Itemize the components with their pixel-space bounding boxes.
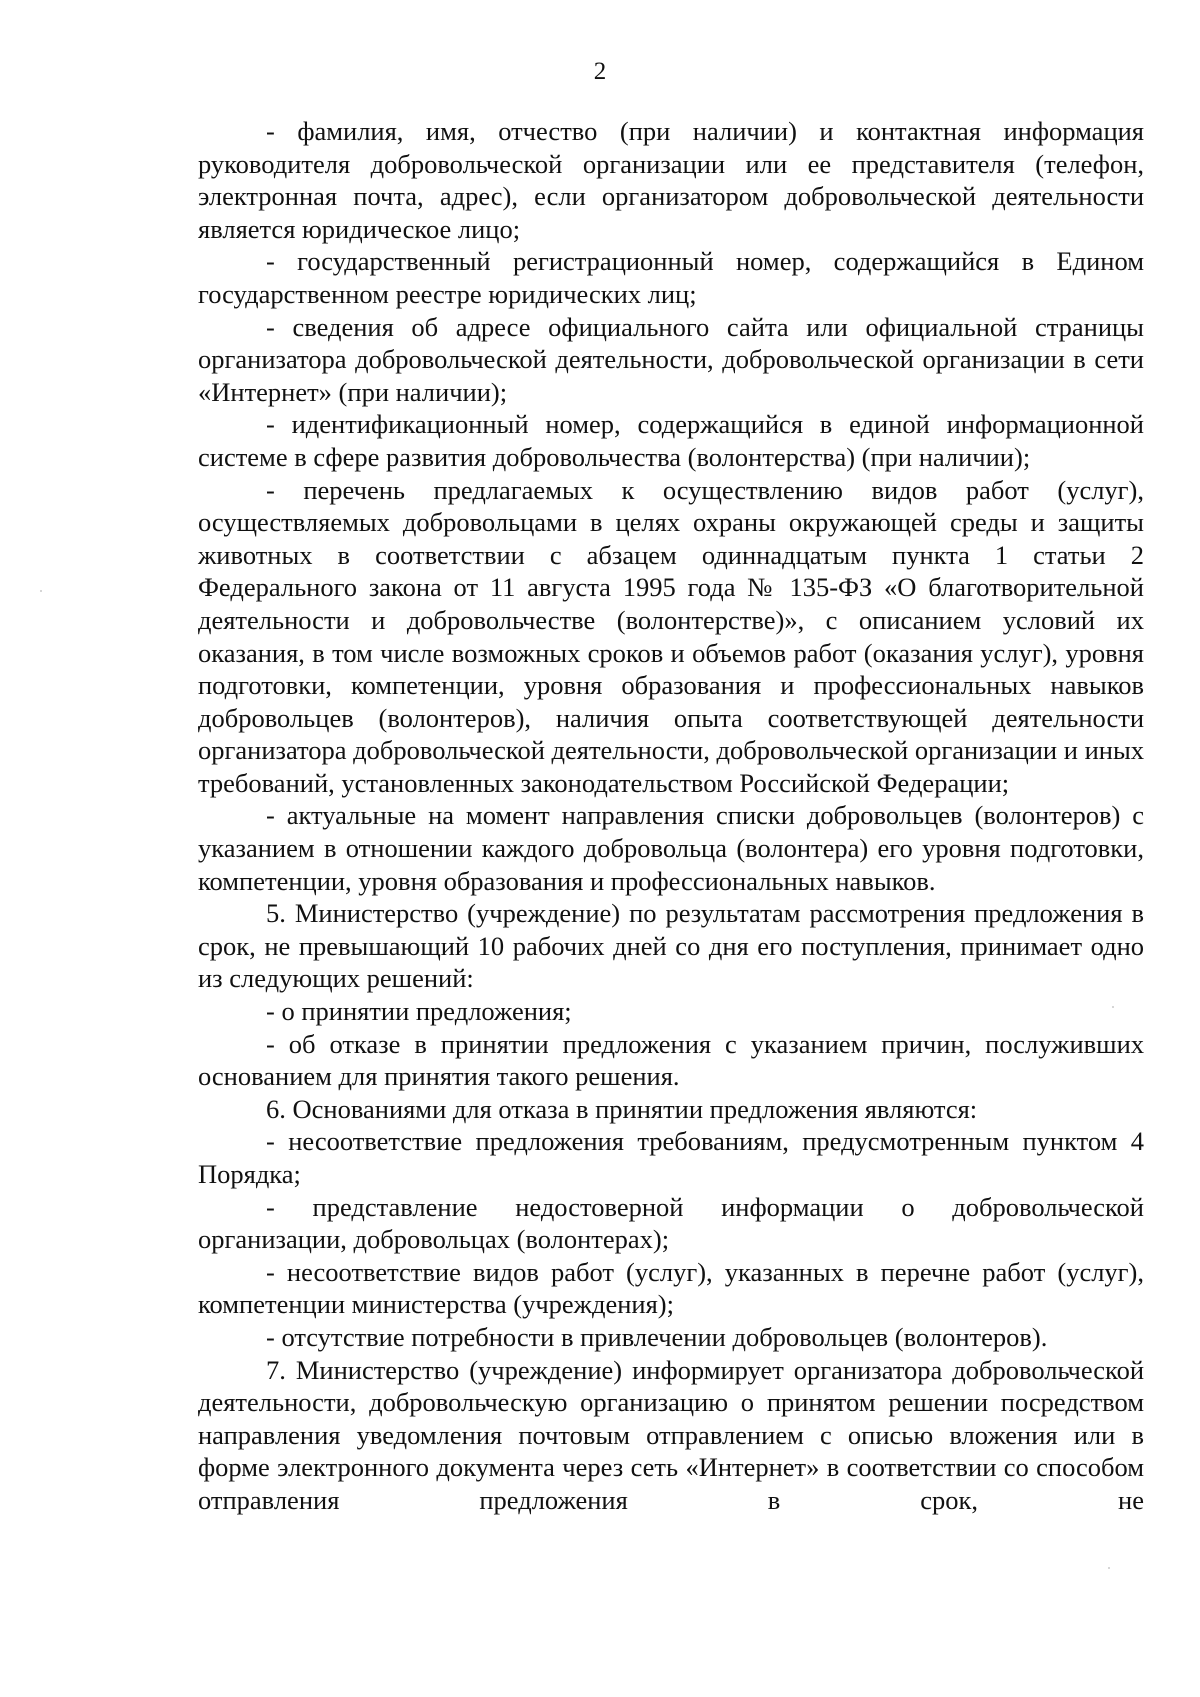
paragraph-head-contact-info: - фамилия, имя, отчество (при наличии) и контактная информация руководителя добровольческой организации или ее представителя (телефон, электронная почта, адрес), если организатором добровольческой деятельности является юридическое лицо;	[198, 116, 1144, 244]
scan-speck	[1108, 1567, 1110, 1569]
paragraph-registration-number: - государственный регистрационный номер, содержащийся в Едином государственном реестре юридических лиц;	[198, 246, 1144, 309]
paragraph-ground-false-info: - представление недостоверной информации о добровольческой организации, добровольцах (волонтерах);	[198, 1191, 1144, 1255]
scan-speck	[40, 590, 42, 592]
scan-speck	[1112, 1006, 1114, 1008]
paragraph-list-of-works: - перечень предлагаемых к осуществлению видов работ (услуг), осуществляемых добровольцами в целях охраны окружающей среды и защиты животных в соответствии с абзацем одиннадцатым пункта 1 статьи 2 Федерального закона от 11 августа 1995 года № 135-ФЗ «О благотворительной деятельности и добровольчестве (волонтерстве)», с описанием условий их оказания, в том числе возможных сроков и объемов работ (оказания услуг), уровня подготовки, компетенции, уровня образования и профессиональных навыков добровольцев (волонтеров), наличия опыта соответствующей деятельности организатора добровольческой деятельности, добровольческой организации и иных требований, установленных законодательством Российской Федерации;	[198, 474, 1144, 798]
paragraph-item-7: 7. Министерство (учреждение) информирует организатора добровольческой деятельности, добровольческую организацию о принятом решении посредством направления уведомления почтовым отправлением с описью вложения или в форме электронного документа через сеть «Интернет» в соответствии со способом отправления предложения в срок, не	[198, 1354, 1144, 1515]
paragraph-ground-no-need: - отсутствие потребности в привлечении добровольцев (волонтеров).	[266, 1321, 1048, 1352]
paragraph-item-5: 5. Министерство (учреждение) по результатам рассмотрения предложения в срок, не превышающий 10 рабочих дней со дня его поступления, принимает одно из следующих решений:	[198, 898, 1144, 994]
paragraph-decision-refuse: - об отказе в принятии предложения с указанием причин, послуживших основанием для принятия такого решения.	[198, 1028, 1144, 1092]
paragraph-volunteer-lists: - актуальные на момент направления списки добровольцев (волонтеров) с указанием в отношении каждого добровольца (волонтера) его уровня подготовки, компетенции, уровня образования и профессиональных навыков.	[198, 800, 1144, 896]
page-number: 2	[593, 58, 607, 85]
paragraph-identification-number: - идентификационный номер, содержащийся в единой информационной системе в сфере развития добровольчества (волонтерства) (при наличии);	[198, 409, 1144, 472]
paragraph-ground-competence: - несоответствие видов работ (услуг), указанных в перечне работ (услуг), компетенции министерства (учреждения);	[198, 1256, 1144, 1320]
paragraph-ground-nonconformity: - несоответствие предложения требованиям, предусмотренным пунктом 4 Порядка;	[198, 1126, 1144, 1189]
paragraph-website-info: - сведения об адресе официального сайта или официальной страницы организатора добровольческой деятельности, добровольческой организации в сети «Интернет» (при наличии);	[198, 311, 1144, 407]
paragraph-item-6: 6. Основаниями для отказа в принятии предложения являются:	[266, 1093, 978, 1124]
paragraph-decision-accept: - о принятии предложения;	[266, 996, 572, 1027]
document-body	[198, 115, 1144, 1517]
